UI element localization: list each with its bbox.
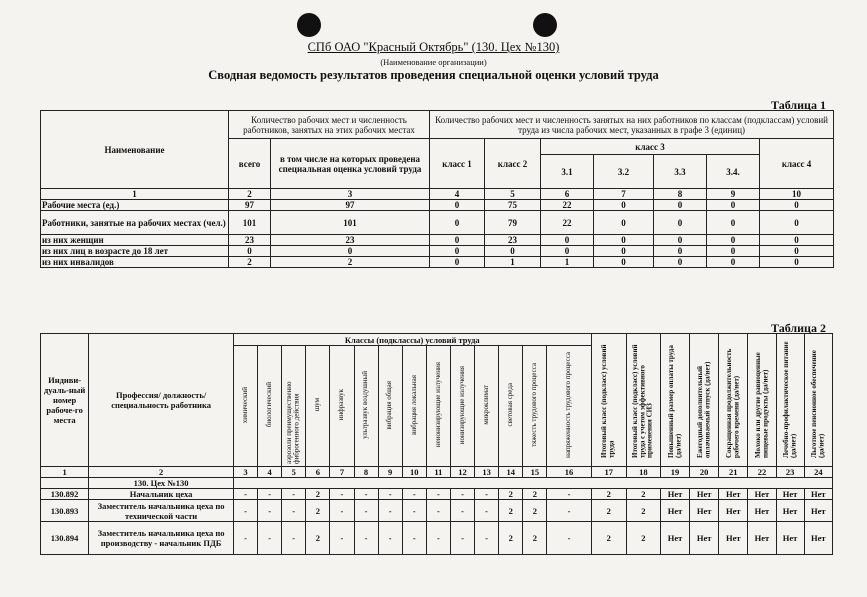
cell-value: - [450, 522, 474, 555]
cell-value: Нет [690, 489, 719, 500]
t2-colnum: 5 [282, 467, 306, 478]
workplace-number: 130.892 [41, 489, 89, 500]
table-row [41, 257, 834, 268]
cell-value: Нет [719, 522, 748, 555]
cell-value: - [354, 522, 378, 555]
t1-colnum-row [41, 189, 834, 200]
t2-factor-label: инфразвук [337, 389, 346, 421]
table-row [41, 489, 833, 500]
table-row [41, 500, 833, 522]
t2-colnum: 7 [330, 467, 354, 478]
t1-header-assessed: в том числе на которых проведена специальная оценка условий труда [271, 139, 430, 189]
t2-header-classes: Классы (подклассы) условий труда [233, 334, 591, 346]
t2-colnum: 19 [660, 467, 689, 478]
t2-factor-label: ультразвук воздушный [361, 371, 370, 439]
section-row [41, 478, 833, 489]
cell-value: 1 [541, 257, 594, 268]
t2-colnum: 14 [499, 467, 523, 478]
table-row [41, 246, 834, 257]
cell-value: 23 [485, 235, 541, 246]
cell-value: 2 [523, 500, 547, 522]
t1-colnum: 9 [707, 189, 760, 200]
t2-colnum: 6 [306, 467, 330, 478]
workplace-number: 130.893 [41, 500, 89, 522]
cell-value: 2 [499, 522, 523, 555]
table-row [41, 200, 834, 211]
row-label: из них инвалидов [41, 257, 229, 268]
cell-value: - [402, 489, 426, 500]
t2-header-factor [354, 346, 378, 467]
cell-value: 23 [271, 235, 430, 246]
cell-value: - [426, 522, 450, 555]
cell-value: Нет [660, 500, 689, 522]
t2-factor-label: вибрация локальная [409, 375, 418, 435]
t2-header-factor [378, 346, 402, 467]
cell-value: Нет [776, 500, 804, 522]
cell-value: Нет [660, 522, 689, 555]
t2-header-profession: Профессия/ должность/ специальность работника [89, 334, 234, 467]
cell-value: 75 [485, 200, 541, 211]
cell-value: 2 [626, 500, 660, 522]
cell-value: 97 [229, 200, 271, 211]
cell-value: 0 [707, 235, 760, 246]
cell-value: 2 [523, 489, 547, 500]
cell-value: 0 [654, 211, 707, 235]
t1-header-name: Наименование [41, 111, 229, 189]
cell-value: 0 [594, 211, 654, 235]
cell-value: 0 [707, 246, 760, 257]
t2-header-summary [660, 334, 689, 467]
t1-colnum: 1 [41, 189, 229, 200]
cell-value: Нет [748, 489, 776, 500]
cell-value: - [330, 489, 354, 500]
t1-colnum: 8 [654, 189, 707, 200]
t2-header-factor [306, 346, 330, 467]
t2-factor-label: биологический [264, 382, 273, 428]
cell-value: - [475, 522, 499, 555]
cell-value: - [475, 500, 499, 522]
t2-factor-label: световая среда [506, 383, 515, 427]
t2-header-factor [523, 346, 547, 467]
t2-header-summary [626, 334, 660, 467]
document-title: Сводная ведомость результатов проведения специальной оценки условий труда [208, 68, 659, 82]
cell-value: - [475, 489, 499, 500]
summary-table [40, 110, 834, 268]
table2-caption: Таблица 2 [771, 321, 826, 335]
cell-value: 2 [591, 500, 626, 522]
cell-value: Нет [719, 489, 748, 500]
t2-header-factor [233, 346, 257, 467]
t2-header-summary [690, 334, 719, 467]
t2-colnum: 17 [591, 467, 626, 478]
t1-header-class4: класс 4 [760, 139, 834, 189]
cell-value: 0 [594, 235, 654, 246]
cell-value: - [330, 522, 354, 555]
cell-value: 0 [654, 235, 707, 246]
table-row [41, 211, 834, 235]
cell-value: - [450, 489, 474, 500]
cell-value: 0 [654, 257, 707, 268]
punch-hole [297, 13, 321, 37]
t1-header-c32: 3.2 [594, 155, 654, 189]
cell-value: 0 [707, 257, 760, 268]
table-row [41, 235, 834, 246]
cell-value: 2 [591, 489, 626, 500]
t2-summary-label: Итоговый класс (подкласс) условий труда с учетом эффективного применения СИЗ [631, 344, 655, 458]
cell-value: 0 [654, 200, 707, 211]
cell-value: - [402, 522, 426, 555]
cell-value: - [547, 522, 591, 555]
profession-cell: Заместитель начальника цеха по технической части [89, 500, 234, 522]
t1-colnum: 4 [430, 189, 485, 200]
t2-summary-label: Сокращенная продолжительность рабочего времени (да/нет) [724, 348, 741, 458]
row-label: из них женщин [41, 235, 229, 246]
organization-name: СПб ОАО "Красный Октябрь" (130. Цех №130) [307, 40, 560, 54]
t2-factor-label: шум [313, 398, 322, 412]
cell-value: - [233, 500, 257, 522]
cell-value: 0 [760, 235, 834, 246]
cell-value: 2 [626, 489, 660, 500]
t2-summary-label: Лечебно-профилактическое питание (да/нет) [781, 341, 798, 458]
cell-value: Нет [748, 522, 776, 555]
t1-colnum: 2 [229, 189, 271, 200]
t2-colnum: 22 [748, 467, 776, 478]
t2-header-factor [475, 346, 499, 467]
t2-header-factor [330, 346, 354, 467]
t2-colnum: 24 [804, 467, 832, 478]
cell-value: - [258, 522, 282, 555]
cell-value: - [354, 489, 378, 500]
cell-value: Нет [804, 489, 832, 500]
t1-colnum: 10 [760, 189, 834, 200]
t2-header-summary [748, 334, 776, 467]
cell-value: Нет [776, 522, 804, 555]
cell-value: 79 [485, 211, 541, 235]
cell-value: 0 [760, 211, 834, 235]
t2-factor-label: микроклимат [481, 385, 490, 425]
cell-value: 0 [430, 200, 485, 211]
cell-value: - [282, 522, 306, 555]
t2-factor-label: химический [240, 386, 249, 424]
t2-factor-label: тяжесть трудового процесса [530, 363, 539, 447]
t1-header-class3: класс 3 [541, 139, 760, 155]
cell-value: 1 [485, 257, 541, 268]
cell-value: - [282, 500, 306, 522]
profession-cell: Заместитель начальника цеха по производству - начальник ПДБ [89, 522, 234, 555]
t2-colnum: 8 [354, 467, 378, 478]
cell-value: - [402, 500, 426, 522]
cell-value: 0 [760, 257, 834, 268]
t2-summary-label: Итоговый класс (подкласс) условий труда [600, 344, 616, 458]
t2-summary-label: Повышенный размер оплаты труда (да/нет) [666, 345, 683, 458]
cell-value: 2 [306, 489, 330, 500]
t2-colnum: 10 [402, 467, 426, 478]
t2-colnum: 1 [41, 467, 89, 478]
cell-value: Нет [804, 522, 832, 555]
t1-colnum: 7 [594, 189, 654, 200]
cell-value: 22 [541, 200, 594, 211]
t2-colnum: 16 [547, 467, 591, 478]
t2-header-factor [426, 346, 450, 467]
t2-summary-label: Ежегодный дополнительный оплачиваемый отпуск (да/нет) [695, 361, 712, 458]
section-title: 130. Цех №130 [89, 478, 234, 489]
cell-value: 2 [626, 522, 660, 555]
cell-value: - [233, 489, 257, 500]
t2-header-factor [282, 346, 306, 467]
cell-value: 0 [760, 200, 834, 211]
t2-factor-label: неионизирующие излучения [433, 362, 442, 448]
t2-colnum: 11 [426, 467, 450, 478]
t1-header-classes: Количество рабочих мест и численность занятых на них работников по классам (подклассам) условий труда из числа рабочих мест, указанных в графе 3 (единиц) [430, 111, 834, 139]
table-row [41, 522, 833, 555]
cell-value: 0 [594, 257, 654, 268]
t1-header-c33: 3.3 [654, 155, 707, 189]
cell-value: Нет [719, 500, 748, 522]
t1-header-c34: 3.4. [707, 155, 760, 189]
section-empty-cell [41, 478, 89, 489]
cell-value: - [450, 500, 474, 522]
cell-value: 0 [760, 246, 834, 257]
t2-factor-label: напряженность трудового процесса [564, 352, 573, 458]
cell-value: - [426, 500, 450, 522]
cell-value: 0 [271, 246, 430, 257]
t2-factor-label: аэрозоли преимущественно фиброгенного действия [285, 381, 301, 464]
cell-value: 101 [229, 211, 271, 235]
cell-value: Нет [776, 489, 804, 500]
cell-value: 2 [229, 257, 271, 268]
cell-value: 23 [229, 235, 271, 246]
cell-value: - [547, 500, 591, 522]
cell-value: Нет [804, 500, 832, 522]
cell-value: 2 [306, 522, 330, 555]
cell-value: 2 [271, 257, 430, 268]
cell-value: 0 [654, 246, 707, 257]
cell-value: - [258, 489, 282, 500]
cell-value: Нет [690, 500, 719, 522]
t2-header-factor [499, 346, 523, 467]
table1-caption: Таблица 1 [771, 98, 826, 112]
row-label: Работники, занятые на рабочих местах (чел.) [41, 211, 229, 235]
t1-header-class2: класс 2 [485, 139, 541, 189]
cell-value: - [547, 489, 591, 500]
workplace-number: 130.894 [41, 522, 89, 555]
cell-value: 0 [541, 246, 594, 257]
punch-hole [533, 13, 557, 37]
t2-colnum: 13 [475, 467, 499, 478]
t2-colnum: 20 [690, 467, 719, 478]
profession-cell: Начальник цеха [89, 489, 234, 500]
t2-header-factor [402, 346, 426, 467]
t2-colnum: 21 [719, 467, 748, 478]
t2-summary-label: Молоко или другие равноценные пищевые продукты (да/нет) [753, 352, 769, 458]
t2-header-summary [804, 334, 832, 467]
t2-header-wp-number: Индиви-дуаль-ный номер рабоче-го места [41, 334, 89, 467]
t2-header-summary [776, 334, 804, 467]
t2-header-factor [258, 346, 282, 467]
cell-value: 0 [430, 235, 485, 246]
organization-note: (Наименование организации) [380, 57, 487, 67]
cell-value: 101 [271, 211, 430, 235]
t2-colnum: 3 [233, 467, 257, 478]
cell-value: - [378, 489, 402, 500]
cell-value: - [258, 500, 282, 522]
t2-colnum: 23 [776, 467, 804, 478]
cell-value: 0 [594, 246, 654, 257]
cell-value: 2 [591, 522, 626, 555]
cell-value: 97 [271, 200, 430, 211]
cell-value: - [330, 500, 354, 522]
cell-value: - [378, 500, 402, 522]
cell-value: Нет [748, 500, 776, 522]
cell-value: 0 [707, 211, 760, 235]
t2-colnum: 2 [89, 467, 234, 478]
t2-colnum-row [41, 467, 833, 478]
cell-value: 2 [306, 500, 330, 522]
cell-value: - [282, 489, 306, 500]
cell-value: - [426, 489, 450, 500]
cell-value: - [233, 522, 257, 555]
cell-value: Нет [690, 522, 719, 555]
t2-header-factor [450, 346, 474, 467]
t2-header-summary [591, 334, 626, 467]
t2-colnum: 15 [523, 467, 547, 478]
cell-value: - [378, 522, 402, 555]
t1-header-c31: 3.1 [541, 155, 594, 189]
t1-header-total: всего [229, 139, 271, 189]
workplaces-table [40, 333, 833, 555]
t1-colnum: 6 [541, 189, 594, 200]
t2-colnum: 12 [450, 467, 474, 478]
cell-value: Нет [660, 489, 689, 500]
cell-value: 2 [523, 522, 547, 555]
cell-value: 22 [541, 211, 594, 235]
t2-colnum: 9 [378, 467, 402, 478]
cell-value: 0 [430, 257, 485, 268]
cell-value: 2 [499, 489, 523, 500]
t2-summary-label: Льготное пенсионное обеспечение (да/нет) [809, 350, 826, 458]
cell-value: 0 [541, 235, 594, 246]
t2-colnum: 18 [626, 467, 660, 478]
cell-value: 0 [485, 246, 541, 257]
cell-value: 0 [430, 211, 485, 235]
section-empty-cell [233, 478, 832, 489]
t2-factor-label: ионизирующие излучения [457, 365, 466, 445]
cell-value: 0 [430, 246, 485, 257]
t1-header-class1: класс 1 [430, 139, 485, 189]
cell-value: 0 [707, 200, 760, 211]
t1-colnum: 3 [271, 189, 430, 200]
row-label: Рабочие места (ед.) [41, 200, 229, 211]
t2-colnum: 4 [258, 467, 282, 478]
cell-value: - [354, 500, 378, 522]
t2-header-factor [547, 346, 591, 467]
t2-factor-label: вибрация общая [385, 380, 394, 430]
t1-header-workplaces: Количество рабочих мест и численность работников, занятых на этих рабочих местах [229, 111, 430, 139]
row-label: из них лиц в возрасте до 18 лет [41, 246, 229, 257]
cell-value: 0 [594, 200, 654, 211]
cell-value: 2 [499, 500, 523, 522]
t1-colnum: 5 [485, 189, 541, 200]
cell-value: 0 [229, 246, 271, 257]
t2-header-summary [719, 334, 748, 467]
